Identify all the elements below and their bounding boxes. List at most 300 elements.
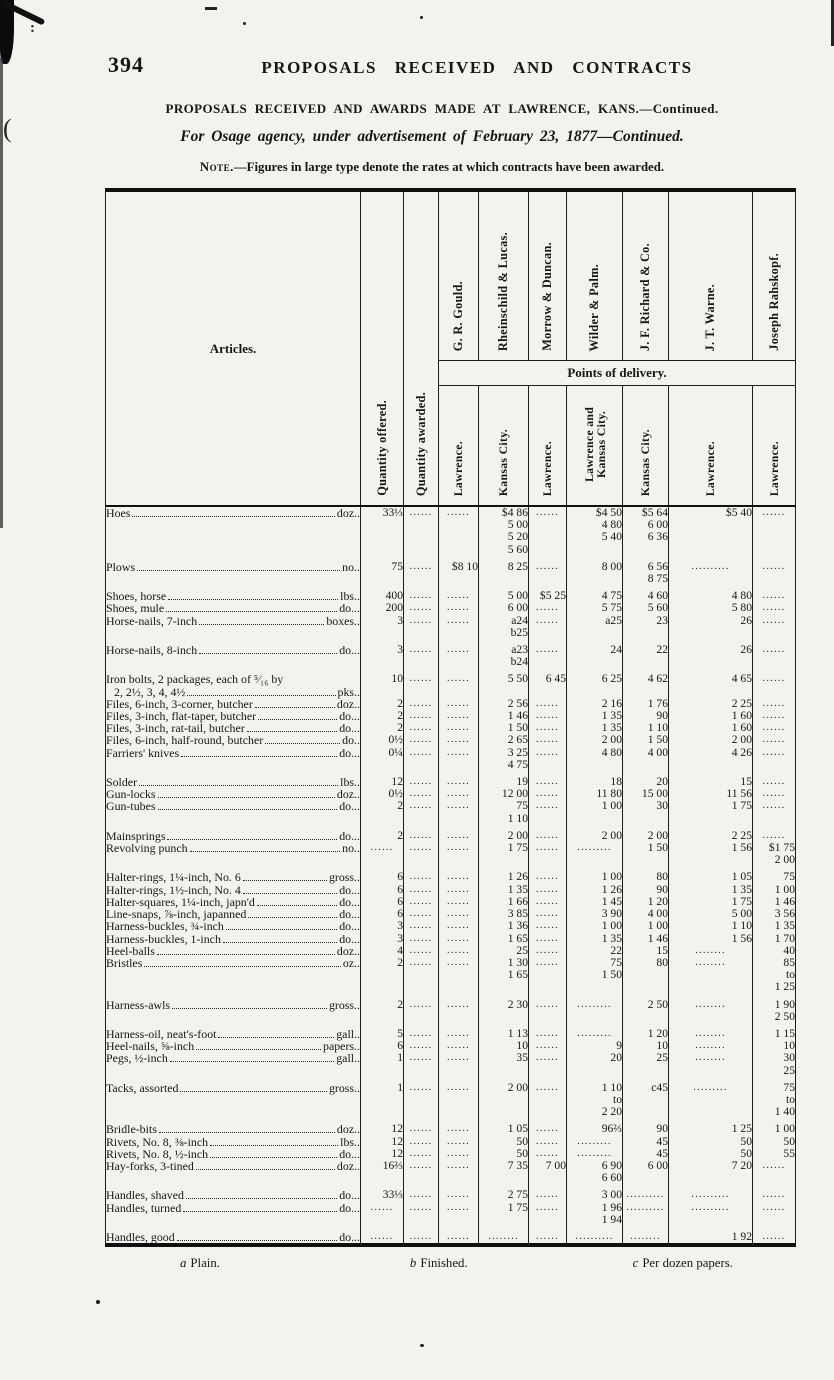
price-cell: 1 20 [623,896,669,908]
qty-awarded-cell: ...... [404,585,439,602]
price-cell: ...... [439,615,479,639]
price-cell: 2 00 [623,825,669,842]
price-cell: ...... [529,1118,567,1135]
price-cell: 19 [479,771,529,788]
price-cell: 10 [753,1040,796,1052]
qty-offered-cell: 5 [361,1023,404,1040]
qty-awarded-cell: ...... [404,506,439,556]
delivery-point-header: Lawrence and Kansas City. [567,386,623,507]
qty-offered-cell: 0¼ [361,747,404,771]
article-cell: Heel-nails, ⅝-inch papers.. [106,1039,360,1054]
qty-offered-cell: 2 [361,722,404,734]
running-title: PROPOSALS RECEIVED AND CONTRACTS [261,58,693,77]
price-cell: ...... [529,747,567,771]
vendor-header-row [106,190,796,361]
dot-leader [158,809,338,810]
price-cell: 85 to 1 25 [753,957,796,994]
price-cell: 1 35 [567,933,623,945]
price-cell: 50 [669,1136,753,1148]
qty-offered-cell: 1 [361,1077,404,1119]
price-cell: 4 00 [623,747,669,771]
price-cell: 10 [623,1040,669,1052]
qty-offered-cell: 2 [361,994,404,1023]
dot-leader [166,611,337,612]
price-cell: 45 [623,1136,669,1148]
price-cell: ...... [529,1184,567,1201]
table-row [106,1052,796,1076]
dot-leader [180,1091,326,1092]
delivery-point-header: Kansas City. [479,386,529,507]
price-cell: 1 90 2 50 [753,994,796,1023]
dot-leader [157,954,335,955]
price-cell: 24 [567,639,623,668]
article-cell: Halter-rings, 1½-inch, No. 4 do... [106,882,360,897]
price-cell: 5 50 [479,668,529,697]
price-cell: .......... [669,1184,753,1201]
table-row [106,1160,796,1184]
qty-awarded-cell: ...... [404,957,439,994]
qty-awarded-cell: ...... [404,866,439,883]
dot-leader [257,905,337,906]
price-cell: .......... [669,556,753,585]
qty-offered-cell: 3 [361,639,404,668]
article-cell: Files, 3-inch, flat-taper, butcher do... [106,709,360,724]
price-cell: 50 [669,1148,753,1160]
price-cell: ...... [439,945,479,957]
price-cell: ...... [529,722,567,734]
vendor-header: J. F. Richard & Co. [623,190,669,361]
price-cell: 4 60 [623,585,669,602]
price-cell: ...... [439,866,479,883]
article-cell: Harness-buckles, ¾-inch do... [106,919,360,934]
table-row [106,842,796,866]
price-cell: 2 16 [567,698,623,710]
price-cell: ...... [439,710,479,722]
price-cell: ...... [529,825,567,842]
price-cell: ...... [529,1052,567,1076]
dot-leader [258,719,337,720]
qty-offered-cell: 0½ [361,788,404,800]
table-row [106,945,796,957]
qty-awarded-cell: ...... [404,1202,439,1226]
price-cell: 26 [669,639,753,668]
price-cell: 80 [623,866,669,883]
qty-offered-cell: 200 [361,602,404,614]
article-cell: Handles, good do... [106,1226,361,1245]
price-cell: ...... [439,908,479,920]
price-cell: ...... [529,788,567,800]
price-cell: 50 [479,1148,529,1160]
price-cell: ...... [753,710,796,722]
qty-offered-cell: 2 [361,710,404,722]
price-cell: ...... [439,771,479,788]
qty-awarded-cell: ...... [404,734,439,746]
price-cell: ...... [439,747,479,771]
price-cell: 75 1 10 [479,800,529,824]
qty-awarded-cell: ...... [404,1023,439,1040]
article-cell: Rivets, No. 8, ⅜-inch lbs.. [106,1134,360,1149]
qty-offered-cell: 3 [361,615,404,639]
agency-line: For Osage agency, under advertisement of February 23, 1877—Continued. [180,128,684,145]
price-cell: ...... [529,556,567,585]
price-cell: 1 00 [753,884,796,896]
price-cell: 1 00 [567,920,623,932]
price-cell: 5 00 [479,585,529,602]
price-cell: a23 b24 [479,639,529,668]
price-cell: 15 [623,945,669,957]
price-cell: ...... [529,1202,567,1226]
price-cell: ...... [753,506,796,556]
table-row [106,866,796,883]
qty-offered-cell: 12 [361,1136,404,1148]
dot-leader [177,1240,337,1241]
price-cell: 1 96 1 94 [567,1202,623,1226]
table-row [106,615,796,639]
price-cell: ...... [439,585,479,602]
delivery-point-header: Lawrence. [529,386,567,507]
footnote-b: b Finished. [409,1256,468,1270]
article-cell: Gun-tubes do... [106,800,361,824]
qty-awarded-cell: ...... [404,908,439,920]
price-cell: ...... [439,1118,479,1135]
price-cell: 1 50 [623,842,669,866]
price-cell: 1 26 [567,884,623,896]
price-cell: 4 80 [567,747,623,771]
price-cell: 5 75 [567,602,623,614]
price-cell: ......... [567,994,623,1023]
price-cell: ...... [529,602,567,614]
price-cell: ...... [529,884,567,896]
table-row [106,1040,796,1052]
price-cell: 18 [567,771,623,788]
price-cell: 4 75 [567,585,623,602]
price-cell: ...... [439,933,479,945]
price-cell: 90 [623,1118,669,1135]
article-cell: Files, 3-inch, rat-tail, butcher do... [106,721,360,736]
price-cell: ...... [529,1040,567,1052]
price-cell: 6 90 6 60 [567,1160,623,1184]
dot-leader [226,929,337,930]
qty-awarded-cell: ...... [404,771,439,788]
dot-leader [210,1157,337,1158]
price-cell: 1 66 [479,896,529,908]
price-cell: 1 70 [753,933,796,945]
price-cell: 30 25 [753,1052,796,1076]
qty-offered-cell: 1 [361,1052,404,1076]
article-cell: Plows no.. [106,556,361,585]
article-cell: Halter-rings, 1¼-inch, No. 6 gross.. [106,866,361,883]
article-cell: Files, 6-inch, 3-corner, butcher doz.. [106,696,360,711]
price-cell: 5 00 [669,908,753,920]
price-cell: 3 85 [479,908,529,920]
qty-awarded-cell: ...... [404,615,439,639]
article-cell: Horse-nails, 7-inch boxes.. [106,615,361,639]
price-cell: ...... [439,1226,479,1245]
price-cell: ...... [753,585,796,602]
price-cell: ......... [567,1136,623,1148]
price-cell: 3 90 [567,908,623,920]
qty-awarded-cell: ...... [404,722,439,734]
article-cell: Iron bolts, 2 packages, each of ⁵⁄₁₆ by 2, 2½, 3, 4, 4½ pks.. [106,668,361,697]
price-cell: 7 20 [669,1160,753,1184]
dot-leader [167,839,337,840]
price-cell: 1 00 [623,920,669,932]
price-cell: ...... [439,1052,479,1076]
table-row [106,602,796,614]
article-cell: Mainsprings do... [106,825,361,842]
price-cell: .......... [669,1202,753,1226]
price-cell: 11 80 [567,788,623,800]
dot-leader [218,1037,334,1038]
price-cell: ...... [439,957,479,994]
article-cell: Heel-balls doz.. [106,943,360,958]
price-cell: 1 60 [669,710,753,722]
qty-offered-cell: 2 [361,825,404,842]
price-cell: ...... [439,994,479,1023]
price-cell: 50 [479,1136,529,1148]
article-cell: Bristles oz.. [106,957,361,994]
price-cell: ...... [753,788,796,800]
price-cell: 2 00 [669,734,753,746]
delivery-point-header: Lawrence. [439,386,479,507]
article-cell: Tacks, assorted gross.. [106,1077,361,1119]
qty-awarded-cell: ...... [404,896,439,908]
price-cell: 25 [479,945,529,957]
price-cell: ...... [753,1226,796,1245]
price-cell: 26 [669,615,753,639]
dot-leader [265,743,340,744]
price-cell: 15 [669,771,753,788]
price-cell: 45 [623,1148,669,1160]
articles-header: Articles. [106,190,361,506]
qty-offered-cell: 12 [361,1118,404,1135]
price-cell: 1 56 [669,933,753,945]
price-cell: ...... [439,800,479,824]
price-cell: ...... [529,896,567,908]
price-cell: ...... [529,842,567,866]
price-cell: 1 92 [669,1226,753,1245]
price-cell: 7 35 [479,1160,529,1184]
price-cell: 1 10 [669,920,753,932]
vendor-header: Joseph Rahskopf. [753,190,796,361]
dot-leader [168,599,338,600]
table-row [106,825,796,842]
price-cell: 96⅔ [567,1118,623,1135]
table-row [106,556,796,585]
qty-offered-cell: 12 [361,771,404,788]
article-cell: Solder lbs.. [106,771,361,788]
price-cell: 2 56 [479,698,529,710]
qty-offered-cell: 3 [361,920,404,932]
article-cell: Line-snaps, ⅞-inch, japanned do... [106,907,360,922]
qty-awarded-cell: ...... [404,1148,439,1160]
scan-artifact [243,22,246,25]
price-cell: a25 [567,615,623,639]
price-cell: ...... [529,639,567,668]
price-cell: ...... [753,771,796,788]
price-cell: ...... [753,800,796,824]
price-cell: 25 [623,1052,669,1076]
footnotes [105,1256,795,1271]
price-cell: ...... [439,1184,479,1201]
price-cell: 1 75 [479,1202,529,1226]
dot-leader [190,851,341,852]
scan-artifact [420,1344,424,1347]
price-cell: 4 00 [623,908,669,920]
table-row [106,668,796,697]
price-cell: 1 05 [479,1118,529,1135]
price-cell: ...... [753,1184,796,1201]
dot-leader [172,1008,327,1009]
price-cell: 50 [753,1136,796,1148]
article-cell: Files, 6-inch, half-round, butcher do.. [106,733,360,748]
price-cell: ...... [439,639,479,668]
qty-awarded-cell: ...... [404,920,439,932]
article-cell: Gun-locks doz.. [106,787,360,802]
qty-offered-cell: 33⅓ [361,1184,404,1201]
dot-leader [247,731,338,732]
article-cell: Revolving punch no.. [106,842,361,866]
price-cell: ...... [753,639,796,668]
price-cell: ...... [529,1136,567,1148]
price-cell: ...... [439,506,479,556]
price-cell: 1 46 [623,933,669,945]
table-row [106,1118,796,1135]
article-cell: Bridle-bits doz.. [106,1118,361,1135]
price-cell: ...... [753,556,796,585]
qty-awarded-cell: ...... [404,1040,439,1052]
price-cell: 1 45 [567,896,623,908]
vendor-header: G. R. Gould. [439,190,479,361]
price-cell: ...... [529,933,567,945]
price-cell: 1 00 [753,1118,796,1135]
price-cell: 90 [623,884,669,896]
qty-offered-cell: ...... [361,1202,404,1226]
qty-awarded-cell: ...... [404,884,439,896]
price-cell: ...... [439,668,479,697]
price-cell: 1 35 [669,884,753,896]
qty-awarded-cell: ...... [404,945,439,957]
price-cell: 20 [567,1052,623,1076]
table-row [106,1226,796,1245]
qty-awarded-cell: ...... [404,1136,439,1148]
price-cell: 5 80 [669,602,753,614]
vendor-header: Wilder & Palm. [567,190,623,361]
price-cell: ...... [529,771,567,788]
article-cell: Halter-squares, 1¼-inch, japn'd do... [106,894,360,909]
price-cell: ...... [529,920,567,932]
price-cell: ...... [529,698,567,710]
price-cell: 1 10 to 2 20 [567,1077,623,1119]
price-cell: ...... [439,884,479,896]
price-cell: 40 [753,945,796,957]
delivery-point-header: Kansas City. [623,386,669,507]
qty-offered-cell: 6 [361,866,404,883]
dot-leader [187,695,335,696]
price-cell: ...... [439,602,479,614]
qty-awarded-cell: ...... [404,710,439,722]
price-cell: ...... [439,734,479,746]
table-row [106,506,796,556]
qty-awarded-cell: ...... [404,825,439,842]
price-cell: 1 50 [623,734,669,746]
price-cell: 30 [623,800,669,824]
price-cell: 1 36 [479,920,529,932]
article-cell: Pegs, ½-inch gall.. [106,1052,361,1076]
qty-offered-cell: 10 [361,668,404,697]
price-cell: 1 05 [669,866,753,883]
qty-offered-cell: 33⅓ [361,506,404,556]
price-cell: 1 50 [479,722,529,734]
qty-awarded-cell: ...... [404,1077,439,1119]
price-cell: .......... [567,1226,623,1245]
price-cell: ...... [439,1040,479,1052]
price-cell: ...... [753,734,796,746]
qty-offered-cell: 6 [361,884,404,896]
table-row [106,585,796,602]
price-cell: 8 00 [567,556,623,585]
price-cell: 1 26 [479,866,529,883]
price-cell: 1 35 [567,710,623,722]
price-cell: ...... [529,908,567,920]
price-cell: ...... [529,734,567,746]
price-cell: ...... [753,1160,796,1184]
price-cell: a24 b25 [479,615,529,639]
price-cell: ...... [439,825,479,842]
price-cell: ...... [753,1202,796,1226]
price-cell: 1 76 [623,698,669,710]
price-cell: ...... [529,1226,567,1245]
price-cell: 1 15 [753,1023,796,1040]
price-cell: 1 75 [669,800,753,824]
scan-artifact: : [30,20,35,36]
price-cell: ...... [439,842,479,866]
qty-awarded-cell: ...... [404,800,439,824]
price-cell: 22 [567,945,623,957]
qty-offered-cell: ...... [361,1226,404,1245]
price-cell: ...... [753,698,796,710]
delivery-point-header: Lawrence. [753,386,796,507]
price-cell: ...... [529,994,567,1023]
price-cell: 3 25 4 75 [479,747,529,771]
dot-leader [158,797,335,798]
price-cell: ...... [439,896,479,908]
price-cell: ...... [753,825,796,842]
price-cell: ...... [753,615,796,639]
table-row [106,1136,796,1148]
table-row [106,800,796,824]
table-row [106,957,796,994]
footnote-a: a Plain. [180,1256,220,1270]
price-cell: ........ [669,1023,753,1040]
price-cell: .......... [623,1202,669,1226]
price-cell: ........ [479,1226,529,1245]
price-cell: 23 [623,615,669,639]
qty-awarded-cell: ...... [404,1118,439,1135]
qty-offered-cell: 6 [361,1040,404,1052]
price-cell: 6 25 [567,668,623,697]
dot-leader [137,570,340,571]
table-row [106,1023,796,1040]
price-cell: ......... [567,1148,623,1160]
price-cell: ...... [529,866,567,883]
price-cell: ...... [529,800,567,824]
dot-leader [196,1169,335,1170]
article-cell: Shoes, horse lbs.. [106,585,361,602]
price-cell: 2 00 [567,734,623,746]
price-cell: $8 10 [439,556,479,585]
price-cell: 1 46 [753,896,796,908]
